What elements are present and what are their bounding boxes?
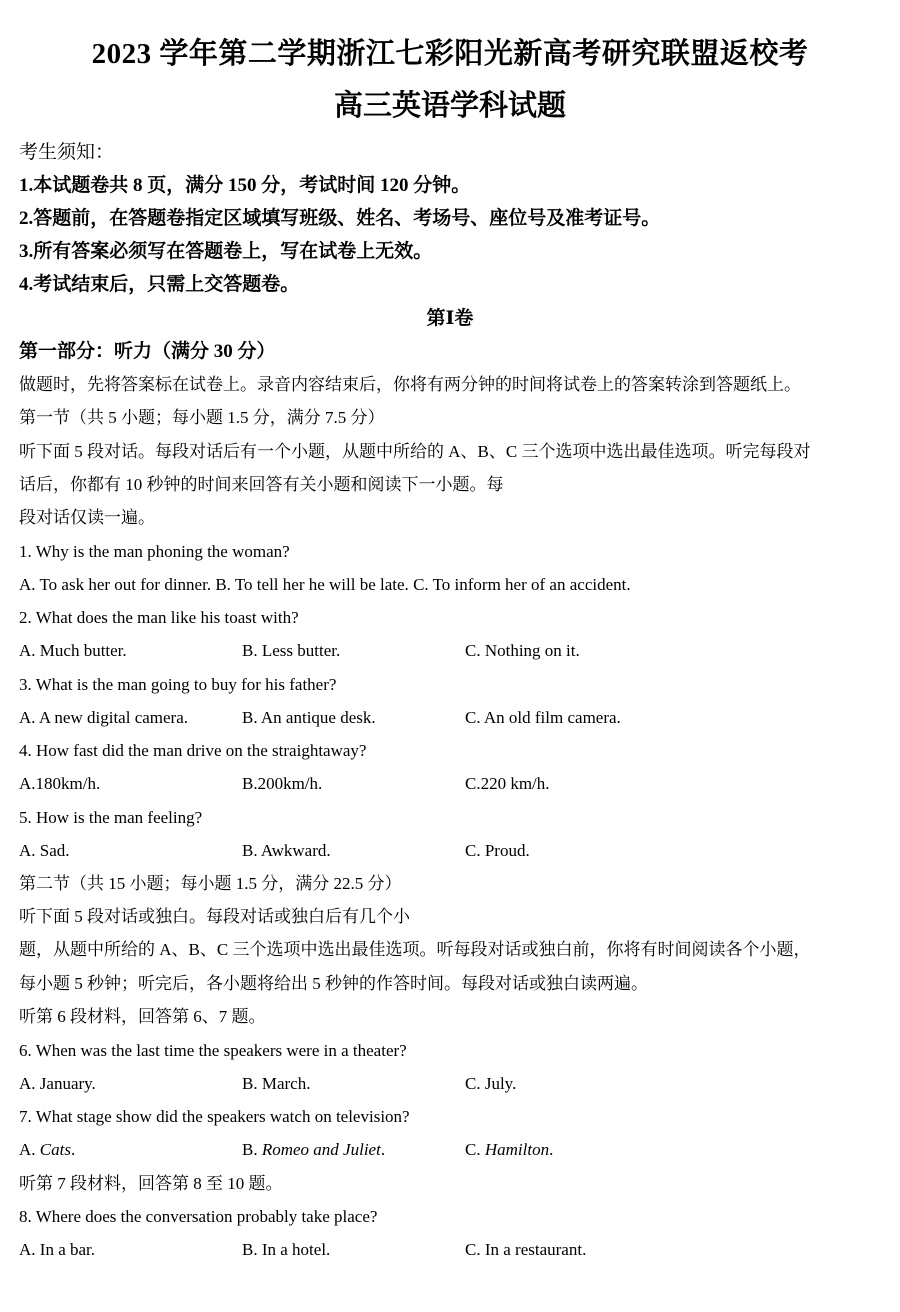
section1-instruction-line3: 段对话仅读一遍。: [19, 508, 155, 527]
section2-instruction-line2: 题，从题中所给的 A、B、C 三个选项中选出最佳选项。听每段对话或独白前，你将有时间阅读各个小题，: [19, 940, 811, 959]
option-b: B. Awkward.: [242, 841, 331, 860]
notice-heading: 考生须知：: [19, 142, 115, 163]
question-4: 4. How fast did the man drive on the straightaway?: [19, 741, 367, 760]
question-3: 3. What is the man going to buy for his father?: [19, 675, 337, 694]
option-b: B.200km/h.: [242, 774, 323, 793]
option-b: B. March.: [242, 1074, 311, 1093]
volume-label: 第Ⅰ卷: [426, 308, 474, 329]
option-c: C. Proud.: [465, 841, 530, 860]
question-1-options: [19, 572, 631, 598]
option-c: C. July.: [465, 1074, 517, 1093]
section2-instruction-line1: 听下面 5 段对话或独白。每段对话或独白后有几个小: [19, 907, 410, 926]
question-5: 5. How is the man feeling?: [19, 808, 203, 827]
section1-title: 第一节（共 5 小题；每小题 1.5 分，满分 7.5 分）: [19, 408, 385, 427]
option-a: A.180km/h.: [19, 774, 101, 793]
notice-item-3: 3.所有答案必须写在答题卷上，写在试卷上无效。: [19, 241, 433, 262]
notice-item-4: 4.考试结束后，只需上交答题卷。: [19, 274, 300, 295]
option-c: C. Nothing on it.: [465, 641, 580, 660]
option-c: C. Hamilton.: [465, 1140, 554, 1159]
material-6-heading: 听第 6 段材料，回答第 6、7 题。: [19, 1007, 266, 1026]
section1-instruction-line2: 话后，你都有 10 秒钟的时间来回答有关小题和阅读下一小题。每: [19, 475, 504, 494]
option-a: A. A new digital camera.: [19, 708, 189, 727]
option-b: B. In a hotel.: [242, 1240, 331, 1259]
option-b: B. To tell her he will be late.: [215, 575, 414, 594]
option-a: A. Sad.: [19, 841, 70, 860]
question-8: 8. Where does the conversation probably take place?: [19, 1207, 378, 1226]
question-1: 1. Why is the man phoning the woman?: [19, 542, 290, 561]
section2-title: 第二节（共 15 小题；每小题 1.5 分，满分 22.5 分）: [19, 874, 402, 893]
option-b: B. Romeo and Juliet.: [242, 1140, 386, 1159]
option-b-title: Romeo and Juliet: [261, 1140, 381, 1159]
option-b: B. Less butter.: [242, 641, 341, 660]
question-2: 2. What does the man like his toast with?: [19, 608, 299, 627]
option-a: A. Much butter.: [19, 641, 127, 660]
material-7-heading: 听第 7 段材料，回答第 8 至 10 题。: [19, 1174, 283, 1193]
section2-instruction-line3: 每小题 5 秒钟；听完后，各小题将给出 5 秒钟的作答时间。每段对话或独白读两遍。: [19, 974, 648, 993]
option-a: A. To ask her out for dinner.: [19, 575, 216, 594]
notice-item-1: 1.本试题卷共 8 页，满分 150 分，考试时间 120 分钟。: [19, 175, 471, 196]
part1-instruction: 做题时，先将答案标在试卷上。录音内容结束后，你将有两分钟的时间将试卷上的答案转涂到答题纸上。: [19, 375, 801, 394]
option-a: A. January.: [19, 1074, 96, 1093]
option-c: C. In a restaurant.: [465, 1240, 587, 1259]
exam-title: 2023 学年第二学期浙江七彩阳光新高考研究联盟返校考: [91, 38, 809, 70]
option-c-title: Hamilton: [484, 1140, 550, 1159]
option-a-title: Cats: [39, 1140, 71, 1159]
option-c: C. An old film camera.: [465, 708, 621, 727]
part1-title: 第一部分：听力（满分 30 分）: [19, 341, 276, 362]
option-c: C.220 km/h.: [465, 774, 550, 793]
option-c: C. To inform her of an accident.: [413, 575, 631, 594]
section1-instruction-line1: 听下面 5 段对话。每段对话后有一个小题，从题中所给的 A、B、C 三个选项中选出最佳选项。听完每段对: [19, 442, 811, 461]
exam-subtitle: 高三英语学科试题: [333, 90, 566, 122]
option-a: A. In a bar.: [19, 1240, 96, 1259]
option-b: B. An antique desk.: [242, 708, 376, 727]
notice-item-2: 2.答题前，在答题卷指定区域填写班级、姓名、考场号、座位号及准考证号。: [19, 208, 661, 229]
question-6: 6. When was the last time the speakers were in a theater?: [19, 1041, 407, 1060]
option-a: A. Cats.: [19, 1140, 76, 1159]
question-7: 7. What stage show did the speakers watch on television?: [19, 1107, 410, 1126]
